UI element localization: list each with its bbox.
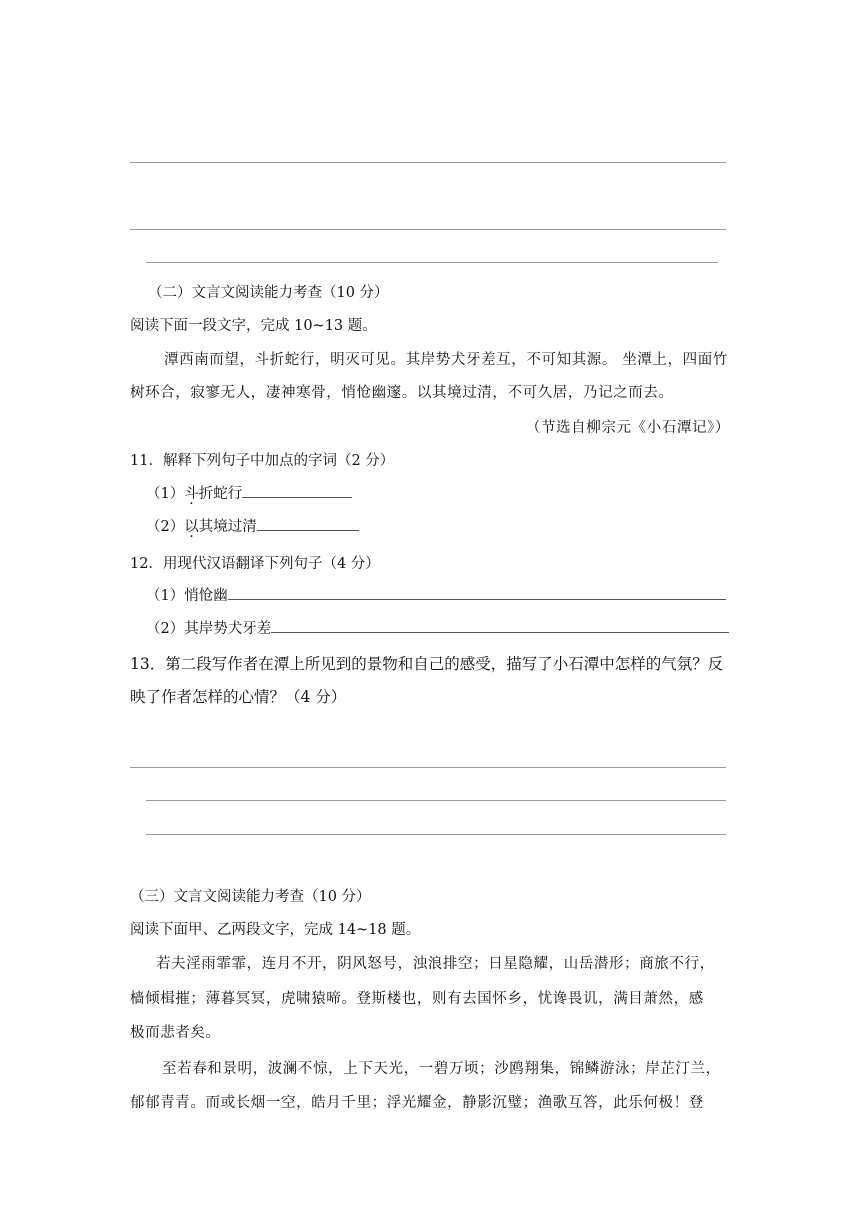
question-stem: 12．用现代汉语翻译下列句子（4 分） <box>130 556 380 572</box>
answer-blank[interactable] <box>257 518 359 531</box>
instruction-text: 阅读下面甲、乙两段文字，完成 14~18 题。 <box>130 922 421 938</box>
answer-line <box>130 162 726 163</box>
passage-line: 至若春和景明，波澜不惊，上下天光，一碧万顷；沙鸥翔集，锦鳞游泳；岸芷汀兰， <box>162 1061 721 1077</box>
passage-line: 潭西南而望，斗折蛇行，明灭可见。其岸势犬牙差互，不可知其源。 坐潭上，四面竹 <box>164 352 728 368</box>
item-text: （2）其岸势犬牙差 <box>146 621 272 637</box>
answer-line <box>146 800 726 801</box>
passage-line: 樯倾楫摧；薄暮冥冥，虎啸猿啼。登斯楼也，则有去国怀乡，忧谗畏讥，满目萧然，感 <box>130 991 704 1007</box>
question-item <box>146 515 359 536</box>
passage-line: 郁郁青青。而或长烟一空，皓月千里；浮光耀金，静影沉璧；渔歌互答，此乐何极！登 <box>130 1095 704 1111</box>
passage-source: （节选自柳宗元《小石潭记》） <box>525 420 730 436</box>
item-number: （2） <box>146 519 185 535</box>
answer-line <box>146 262 718 263</box>
question-item <box>146 617 729 638</box>
passage-line: 树环合，寂寥无人，凄神寒骨，悄怆幽邃。以其境过清，不可久居，乃记之而去。 <box>130 385 674 401</box>
section-heading: （三）文言文阅读能力考查（10 分） <box>130 889 371 905</box>
question-stem: 13．第二段写作者在潭上所见到的景物和自己的感受，描写了小石潭中怎样的气氛？反 <box>130 655 724 673</box>
question-stem: 映了作者怎样的心情？（4 分） <box>130 688 347 706</box>
question-item <box>146 584 726 605</box>
answer-blank[interactable] <box>271 620 729 633</box>
answer-line <box>130 767 726 768</box>
dotted-character: 斗 <box>184 486 199 502</box>
answer-line <box>146 834 726 835</box>
section-heading: （二）文言文阅读能力考查（10 分） <box>148 285 389 301</box>
passage-line: 若夫淫雨霏霏，连月不开，阴风怒号，浊浪排空；日星隐耀，山岳潜形；商旅不行， <box>156 956 715 972</box>
item-text: 其境过清 <box>198 519 257 535</box>
answer-blank[interactable] <box>242 485 352 498</box>
passage-line: 极而悲者矣。 <box>130 1025 221 1041</box>
item-text: （1）悄怆幽 <box>146 588 228 604</box>
question-item <box>146 482 352 503</box>
item-text: 折蛇行 <box>198 486 243 502</box>
instruction-text: 阅读下面一段文字，完成 10~13 题。 <box>130 318 377 334</box>
answer-line <box>130 229 726 230</box>
question-stem: 11．解释下列句子中加点的字词（2 分） <box>130 453 395 469</box>
item-number: （1） <box>146 486 185 502</box>
answer-blank[interactable] <box>228 587 726 600</box>
dotted-character: 以 <box>184 519 199 535</box>
